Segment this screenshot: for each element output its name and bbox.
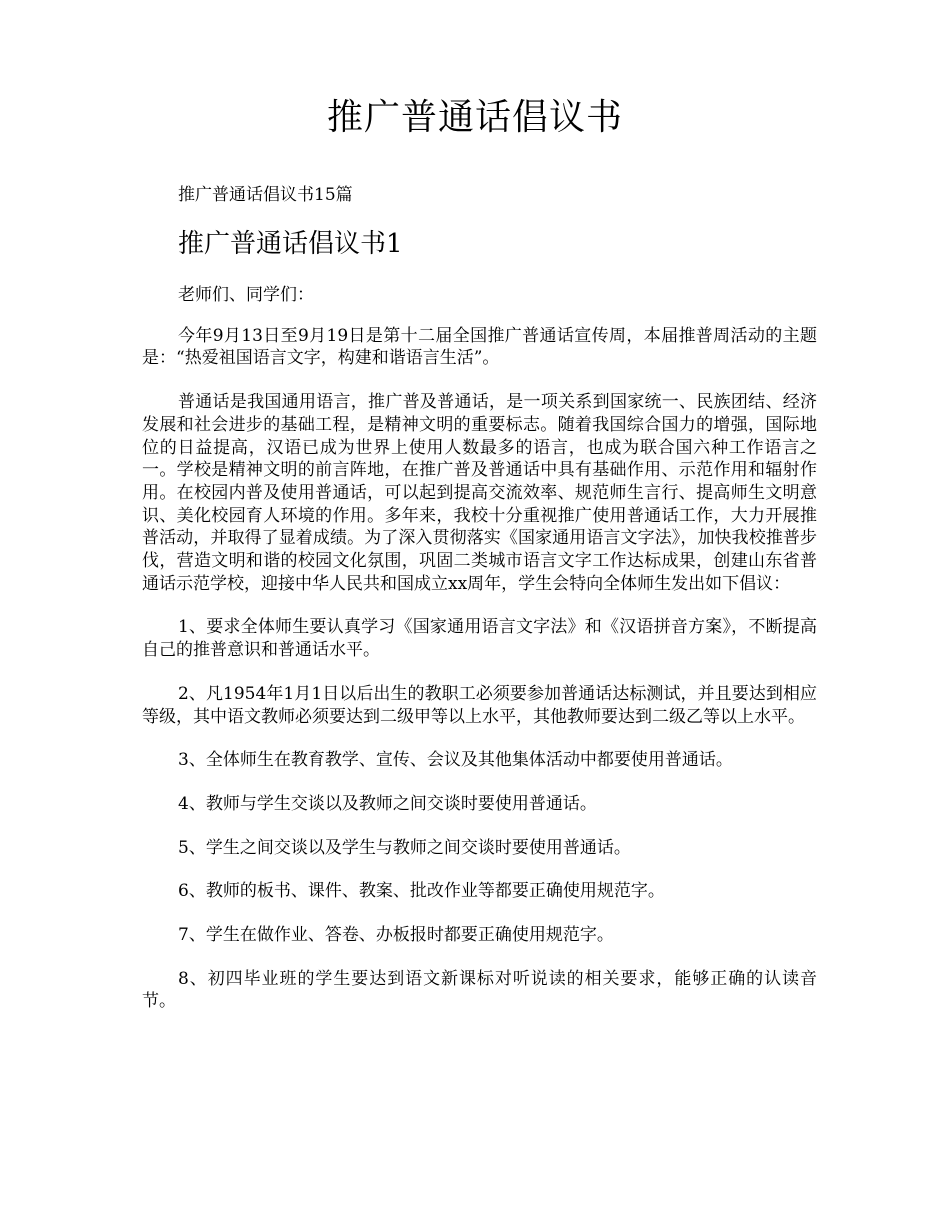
paragraph: 8、初四毕业班的学生要达到语文新课标对听说读的相关要求，能够正确的认读音节。 — [142, 968, 817, 1012]
paragraph: 3、全体师生在教育教学、宣传、会议及其他集体活动中都要使用普通话。 — [178, 750, 733, 771]
document-body — [142, 180, 817, 1034]
paragraph: 今年9月13日至9月19日是第十二届全国推广普通话宣传周，本届推普周活动的主题是：“热爱祖国语言文字，构建和谐语言生活”。 — [142, 325, 817, 369]
paragraph: 6、教师的板书、课件、教案、批改作业等都要正确使用规范字。 — [178, 881, 665, 902]
paragraph: 2、凡1954年1月1日以后出生的教职工必须要参加普通话达标测试，并且要达到相应等级，其中语文教师必须要达到二级甲等以上水平，其他教师要达到二级乙等以上水平。 — [142, 683, 817, 727]
paragraph: 7、学生在做作业、答卷、办板报时都要正确使用规范字。 — [178, 925, 614, 946]
document-title: 推广普通话倡议书 — [326, 97, 623, 138]
paragraph: 5、学生之间交谈以及学生与教师之间交谈时要使用普通话。 — [178, 837, 631, 858]
paragraph: 4、教师与学生交谈以及教师之间交谈时要使用普通话。 — [178, 793, 597, 814]
salutation: 老师们、同学们： — [178, 285, 314, 305]
document-subtitle: 推广普通话倡议书15篇 — [178, 185, 353, 205]
section-heading: 推广普通话倡议书1 — [178, 229, 403, 259]
paragraph: 普通话是我国通用语言，推广普及普通话，是一项关系到国家统一、民族团结、经济发展和社会进步的基础工程，是精神文明的重要标志。随着我国综合国力的增强，国际地位的日益提高，汉语已成为世界上使用人数最多的语言，也成为联合国六种工作语言之一。学校是精神文明的前言阵地，在推广普及普通话中具有基础作用、示范作用和辐射作用。在校园内普及使用普通话，可以起到提高交流效率、规范师生言行、提高师生文明意识、美化校园育人环境的作用。多年来，我校十分重视推广使用普通话工作，大力开展推普活动，并取得了显着成绩。为了深入贯彻落实《国家通用语言文字法》，加快我校推普步伐，营造文明和谐的校园文化氛围，巩固二类城市语言文字工作达标成果，创建山东省普通话示范学校，迎接中华人民共和国成立xx周年，学生会特向全体师生发出如下倡议： — [142, 392, 817, 594]
paragraph: 1、要求全体师生要认真学习《国家通用语言文字法》和《汉语拼音方案》，不断提高自己的推普意识和普通话水平。 — [142, 617, 817, 661]
